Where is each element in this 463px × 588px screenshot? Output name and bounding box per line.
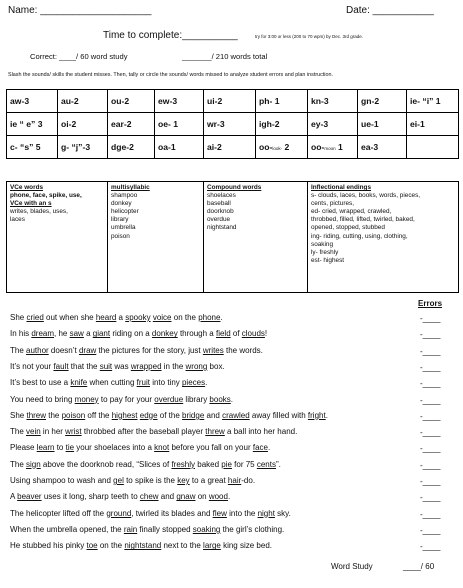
target-word: wrist	[65, 427, 82, 437]
target-word: clouds	[241, 329, 265, 339]
multisyllabic-word: poison	[111, 232, 130, 240]
target-word: flew	[212, 508, 227, 518]
vce-words-cell	[7, 182, 108, 293]
error-blank[interactable]: -____	[420, 428, 441, 438]
sentence-line: The sign above the doorknob read, “Slices of freshly baked pie for 75 cents”.	[10, 459, 281, 469]
grid-cell: oo-look- 2	[256, 136, 308, 159]
target-word: freshly	[171, 459, 196, 469]
target-word: spooky	[125, 313, 151, 322]
compound-word: shoelaces	[207, 192, 236, 200]
target-word: threw	[205, 427, 225, 437]
grid-cell: ey-3	[308, 113, 358, 136]
compound-word: overdue	[207, 216, 231, 224]
grid-cell: kn-3	[308, 90, 358, 113]
grid-cell: ea-3	[358, 136, 407, 159]
target-word: edge	[139, 410, 158, 420]
total-label: _______/ 210 words total	[182, 52, 268, 61]
inflectional-word: cents, pictures,	[311, 200, 354, 208]
error-blank[interactable]: -____	[420, 525, 441, 535]
sentence-line: The vein in her wrist throbbed after the baseball player threw a ball into her hand.	[10, 427, 298, 437]
multisyllabic-word: donkey	[111, 200, 132, 208]
target-word: threw	[26, 410, 47, 420]
target-word: draw	[78, 345, 97, 355]
sentence-line: The helicopter lifted off the ground, twirled its blades and flew into the night sky.	[10, 508, 291, 518]
compound-word: baseball	[207, 200, 231, 208]
target-word: cents	[256, 459, 276, 469]
sentence-line: You need to bring money to pay for your overdue library books.	[10, 394, 234, 404]
grid-cell: gn-2	[358, 90, 407, 113]
target-word: bridge	[182, 410, 205, 420]
error-blank[interactable]: -____	[420, 362, 441, 372]
target-word: ground	[106, 508, 132, 518]
error-blank[interactable]: -____	[420, 379, 441, 389]
target-word: knife	[70, 378, 88, 388]
vce-word: laces	[10, 216, 25, 224]
target-word: pie	[221, 459, 232, 469]
error-blank[interactable]: -____	[420, 346, 441, 356]
inflectional-word: throbbed, filled, lifted, twirled, baked,	[311, 216, 415, 224]
inflectional-word: soaking	[311, 240, 334, 248]
vce-s-title: VCe with an s	[10, 200, 52, 208]
target-word: nightstand	[124, 541, 162, 551]
grid-cell: au-2	[58, 90, 108, 113]
grid-cell: ei-1	[407, 113, 459, 136]
target-word: crawled	[222, 410, 250, 420]
grid-cell: c- “s” 5	[7, 136, 58, 159]
grid-cell: ie “ e” 3	[7, 113, 58, 136]
target-word: giant	[92, 329, 111, 339]
sentence-line: In his dream, he saw a giant riding on a donkey through a field of clouds!	[10, 329, 268, 339]
target-word: vein	[26, 427, 41, 437]
target-word: pieces	[181, 378, 206, 388]
target-word: suit	[99, 361, 113, 371]
target-word: night	[257, 508, 275, 518]
target-word: wood	[208, 492, 228, 502]
target-word: writes	[202, 345, 224, 355]
inflectional-title: Inflectional endings	[311, 184, 372, 191]
date-field-label: Date: ___________	[346, 5, 434, 16]
target-word: money	[74, 394, 99, 404]
target-word: rain	[123, 524, 138, 534]
inflectional-word: est- highest	[311, 256, 345, 264]
grid-cell: dge-2	[108, 136, 155, 159]
grid-row	[7, 136, 459, 159]
target-word: saw	[69, 329, 84, 339]
sentence-line: It’s best to use a knife when cutting fruit into tiny pieces.	[10, 378, 208, 388]
grid-cell: oi-2	[58, 113, 108, 136]
compound-word: nightstand	[207, 224, 237, 232]
error-blank[interactable]: -____	[420, 477, 441, 486]
multisyllabic-cell	[108, 182, 204, 293]
grid-cell	[407, 136, 459, 159]
target-word: fault	[53, 361, 69, 371]
grid-cell: ear-2	[108, 113, 155, 136]
grid-cell: ie- “i” 1	[407, 90, 459, 113]
target-word: face	[252, 443, 268, 453]
grid-cell: oo-moon 1	[308, 136, 358, 159]
error-blank[interactable]: -____	[420, 314, 441, 323]
target-word: large	[203, 541, 221, 551]
inflectional-word: ed- cried, wrapped, crawled,	[311, 208, 392, 216]
correct-label: Correct: ____/ 60 word study	[30, 52, 128, 61]
error-blank[interactable]: -____	[420, 493, 441, 503]
inflectional-endings-cell	[308, 182, 459, 293]
footer-word-study-label: Word Study	[331, 562, 373, 571]
grid-cell: ai-2	[204, 136, 256, 159]
target-word: field	[215, 329, 231, 339]
grid-cell: oa-1	[155, 136, 204, 159]
target-word: toe	[86, 541, 98, 551]
name-field-label: Name: ____________________	[8, 5, 152, 16]
sentence-line: Using shampoo to wash and gel to spike is the key to a great hair-do.	[10, 476, 256, 485]
sound-grid	[6, 89, 459, 159]
target-word: overdue	[154, 394, 184, 404]
error-blank[interactable]: -____	[420, 411, 441, 421]
grid-cell: wr-3	[204, 113, 256, 136]
grid-cell: g- “j”-3	[58, 136, 108, 159]
grid-cell: ou-2	[108, 90, 155, 113]
target-word: wrong	[185, 361, 208, 371]
target-word: chew	[139, 492, 159, 502]
target-word: heard	[95, 313, 117, 322]
inflectional-word: ing- riding, cutting, using, clothing,	[311, 232, 408, 240]
word-categories	[6, 181, 459, 293]
grid-cell: ui-2	[204, 90, 256, 113]
target-word: fright	[307, 410, 326, 420]
target-word: key	[177, 476, 190, 485]
grid-row	[7, 113, 459, 136]
target-word: gel	[113, 476, 124, 485]
instructions: Slash the sounds/ skills the student misses. Then, tally or circle the sounds/ words missed to analyze student errors and plan instruction.	[8, 72, 333, 78]
sentence-line: She cried out when she heard a spooky voice on the phone.	[10, 313, 223, 322]
multisyllabic-word: shampoo	[111, 192, 138, 200]
error-blank[interactable]: -____	[420, 330, 441, 340]
compound-word: doorknob	[207, 208, 234, 216]
footer-score: ____/ 60	[403, 562, 435, 571]
target-word: voice	[152, 313, 172, 322]
target-word: fruit	[136, 378, 150, 388]
vce-bold-line: phone, face, spike, use,	[10, 192, 82, 200]
target-word: books	[209, 394, 231, 404]
target-word: gnaw	[176, 492, 196, 502]
error-blank[interactable]: -____	[420, 509, 441, 519]
grid-cell: ew-3	[155, 90, 204, 113]
target-word: sign	[26, 459, 41, 469]
inflectional-word: opened, stopped, stubbed	[311, 224, 385, 232]
error-blank[interactable]: -____	[420, 542, 441, 552]
target-word: tie	[65, 443, 75, 453]
errors-heading: Errors	[418, 299, 443, 308]
target-word: author	[26, 345, 49, 355]
grid-cell: oe- 1	[155, 113, 204, 136]
grid-cell: ue-1	[358, 113, 407, 136]
grid-cell: igh-2	[256, 113, 308, 136]
target-word: beaver	[17, 492, 42, 502]
error-blank[interactable]: -____	[420, 444, 441, 454]
compound-title: Compound words	[207, 184, 262, 191]
inflectional-word: s- clouds, laces, books, words, pieces,	[311, 192, 421, 200]
grid-cell: ph- 1	[256, 90, 308, 113]
sentence-line: A beaver uses it long, sharp teeth to chew and gnaw on wood.	[10, 492, 231, 502]
time-to-complete-label: Time to complete:__________	[103, 30, 238, 41]
target-word: poison	[61, 410, 86, 420]
multisyllabic-word: umbrella	[111, 224, 136, 232]
vce-word: writes, blades, uses,	[10, 208, 68, 216]
target-word: cried	[26, 313, 44, 322]
compound-words-cell	[204, 182, 308, 293]
target-word: soaking	[192, 524, 221, 534]
target-word: highest	[111, 410, 138, 420]
multisyllabic-word: helicopter	[111, 208, 139, 216]
target-word: wrapped	[130, 361, 162, 371]
multisyllabic-word: library	[111, 216, 129, 224]
sentence-line: The author doesn’t draw the pictures for the story, just writes the words.	[10, 345, 263, 355]
target-word: phone	[198, 313, 221, 322]
grid-row	[7, 90, 459, 113]
target-word: knot	[154, 443, 170, 453]
vce-title: VCe words	[10, 184, 44, 191]
error-blank[interactable]: -____	[420, 395, 441, 405]
sentence-line: He stubbed his pinky toe on the nightstand next to the large king size bed.	[10, 541, 272, 551]
time-note: try for 3:00 or less (200 to 70 wpm) by Dec. 3rd grade.	[255, 34, 364, 39]
target-word: dream	[31, 329, 55, 339]
multisyllabic-title: multisyllabic	[111, 184, 150, 191]
sentence-line: Please learn to tie your shoelaces into a knot before you fall on your face.	[10, 443, 271, 453]
target-word: hair	[227, 476, 242, 485]
sentence-line: It’s not your fault that the suit was wrapped in the wrong box.	[10, 361, 225, 371]
sentence-line: She threw the poison off the highest edge of the bridge and crawled away filled with fright.	[10, 410, 328, 420]
sentence-line: When the umbrella opened, the rain finally stopped soaking the girl’s clothing.	[10, 524, 285, 534]
inflectional-word: ly- freshly	[311, 248, 339, 256]
target-word: donkey	[151, 329, 178, 339]
error-blank[interactable]: -____	[420, 460, 441, 470]
grid-cell: aw-3	[7, 90, 58, 113]
target-word: learn	[36, 443, 55, 453]
